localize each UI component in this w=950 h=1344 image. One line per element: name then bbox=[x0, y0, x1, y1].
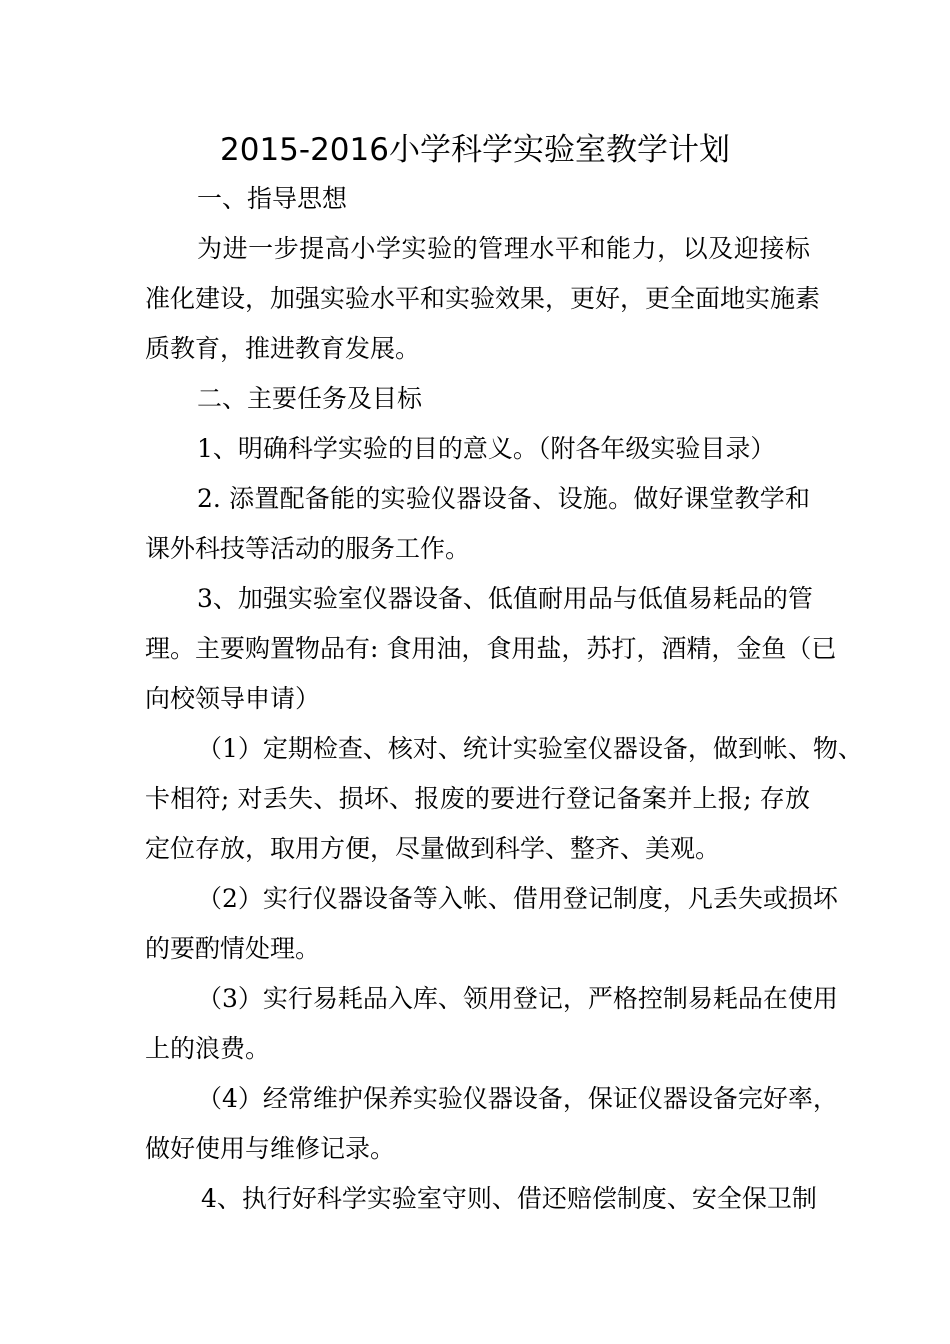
text-line: 卡相符; 对丢失、损坏、报废的要进行登记备案并上报; 存放 bbox=[145, 784, 810, 813]
text-line: （4）经常维护保养实验仪器设备，保证仪器设备完好率， bbox=[197, 1084, 838, 1113]
text-line: 4、执行好科学实验室守则、借还赔偿制度、安全保卫制 bbox=[201, 1184, 817, 1213]
sub-item-2 bbox=[145, 874, 838, 974]
text-line: 向校领导申请） bbox=[145, 684, 321, 713]
text-line: 二、主要任务及目标 bbox=[197, 384, 423, 413]
text-line: （1）定期检查、核对、统计实验室仪器设备，做到帐、物、 bbox=[197, 734, 863, 763]
text-line: 质教育，推进教育发展。 bbox=[145, 334, 421, 363]
sub-item-3 bbox=[145, 974, 838, 1074]
text-line: 准化建设，加强实验水平和实验效果，更好，更全面地实施素 bbox=[145, 284, 821, 313]
list-item-1 bbox=[145, 424, 810, 474]
text-line: 一、指导思想 bbox=[197, 184, 348, 213]
text-line: 3、加强实验室仪器设备、低值耐用品与低值易耗品的管 bbox=[197, 584, 813, 613]
list-item-3 bbox=[145, 574, 837, 724]
sub-item-4 bbox=[145, 1074, 838, 1174]
text-line: 为进一步提高小学实验的管理水平和能力，以及迎接标 bbox=[197, 234, 810, 263]
text-line: 1、明确科学实验的目的意义。（附各年级实验目录） bbox=[197, 434, 776, 463]
text-line: 2. 添置配备能的实验仪器设备、设施。做好课堂教学和 bbox=[197, 484, 810, 513]
document-title: 2015-2016小学科学实验室教学计划 bbox=[220, 132, 730, 168]
text-line: 做好使用与维修记录。 bbox=[145, 1134, 396, 1163]
text-line: （3）实行易耗品入库、领用登记，严格控制易耗品在使用 bbox=[197, 984, 838, 1013]
text-line: 理。主要购置物品有: 食用油，食用盐，苏打，酒精，金鱼（已 bbox=[145, 634, 837, 663]
paragraph-guiding-thought-body bbox=[145, 224, 821, 374]
text-line: 上的浪费。 bbox=[145, 1034, 271, 1063]
sub-item-1 bbox=[145, 724, 863, 874]
text-line: 的要酌情处理。 bbox=[145, 934, 321, 963]
list-item-4 bbox=[145, 1174, 817, 1224]
text-line: 定位存放，取用方便，尽量做到科学、整齐、美观。 bbox=[145, 834, 721, 863]
section-heading-guiding-thought bbox=[145, 174, 810, 224]
list-item-2 bbox=[145, 474, 810, 574]
text-line: （2）实行仪器设备等入帐、借用登记制度，凡丢失或损坏 bbox=[197, 884, 838, 913]
text-line: 课外科技等活动的服务工作。 bbox=[145, 534, 471, 563]
section-heading-main-tasks bbox=[145, 374, 810, 424]
